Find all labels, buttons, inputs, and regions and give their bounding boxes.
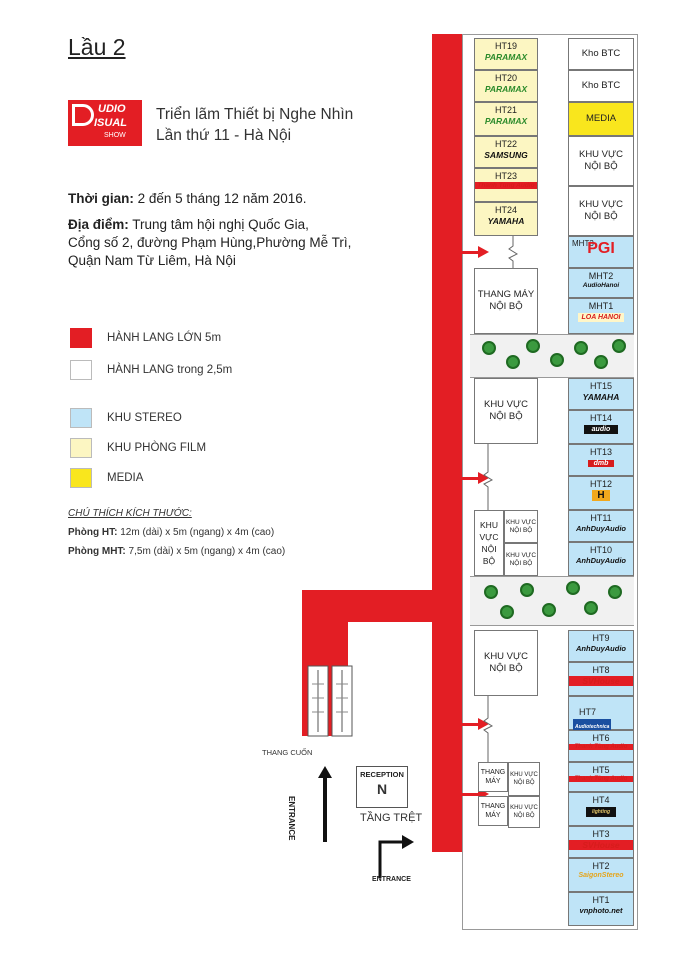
room-ht2-id: HT2: [592, 861, 610, 871]
room-ht22[interactable]: [474, 136, 538, 168]
room-ht13-brand: dmb: [588, 460, 615, 467]
room-ht8[interactable]: [568, 662, 634, 696]
tree-icon: [566, 581, 580, 595]
legend-swatch-stereo: [70, 408, 92, 428]
reception-label: RECEPTION: [360, 770, 404, 779]
entrance-label-horizontal: ENTRANCE: [372, 876, 411, 883]
room-ht9[interactable]: [568, 630, 634, 662]
room-ht15[interactable]: [568, 378, 634, 410]
garden-1: [470, 334, 634, 378]
room-ht9-id: HT9: [592, 633, 610, 643]
tree-icon: [520, 583, 534, 597]
room-ht2-brand: SaigonStereo: [578, 872, 624, 879]
room-ht1-brand: vnphoto.net: [579, 906, 623, 915]
legend-label-inner-corridor: HÀNH LANG trong 2,5m: [107, 364, 233, 376]
size-notes-title: CHÚ THÍCH KÍCH THƯỚC:: [68, 508, 192, 519]
internal-area-7-line-2: NỘI BỘ: [489, 663, 523, 674]
room-ht14-id: HT14: [589, 413, 612, 423]
internal-area-4-line-3: NỘI: [481, 544, 497, 554]
storage-btc-2: Kho BTC: [568, 70, 634, 102]
room-ht13[interactable]: [568, 444, 634, 476]
room-mht1-id: MHT1: [588, 301, 614, 311]
internal-area-7-line-1: KHU VỰC: [483, 651, 528, 662]
garden-2: [470, 576, 634, 626]
elevator-3: THANG MÁY: [478, 796, 508, 826]
event-title-line-2: Lần thứ 11 - Hà Nội: [156, 127, 292, 144]
internal-area-4-line-2: VỰC: [479, 532, 499, 542]
room-ht20-brand: PARAMAX: [484, 84, 528, 94]
room-ht6-brand: Thanh Tùng Audio: [569, 744, 633, 750]
zigzag-connector-2-icon: [480, 444, 496, 510]
venue-line-1: Trung tâm hội nghị Quốc Gia,: [128, 217, 309, 232]
room-ht24[interactable]: [474, 202, 538, 236]
room-ht6[interactable]: [568, 730, 634, 762]
escalator-icon: [306, 664, 356, 740]
room-ht8-id: HT8: [592, 665, 610, 675]
internal-area-2-line-2: NỘI BỘ: [584, 211, 618, 222]
room-mht3-id: MHT3: [572, 239, 594, 248]
room-ht19-id: HT19: [494, 41, 517, 51]
mht-size-value: 7,5m (dài) x 5m (ngang) x 4m (cao): [125, 546, 286, 557]
room-mht2-id: MHT2: [588, 271, 614, 281]
internal-area-1-line-2: NỘI BỘ: [584, 161, 618, 172]
event-title-line-1: Triển lãm Thiết bị Nghe Nhìn: [156, 106, 354, 123]
ht-size-value: 12m (dài) x 5m (ngang) x 4m (cao): [117, 527, 275, 538]
escalator-label: THANG CUỐN: [262, 748, 313, 757]
legend-label-stereo: KHU STEREO: [107, 412, 182, 424]
legend-swatch-film: [70, 438, 92, 458]
size-notes: [68, 508, 285, 557]
room-mht2-brand: AudioHanoi: [582, 282, 620, 289]
room-ht20[interactable]: [474, 70, 538, 102]
room-mht1[interactable]: [568, 298, 634, 334]
room-ht1-id: HT1: [592, 895, 610, 905]
zigzag-connector-3-icon: [480, 696, 496, 762]
tree-icon: [500, 605, 514, 619]
tree-icon: [542, 603, 556, 617]
entrance-arrow-right-icon: [376, 832, 414, 880]
internal-area-8: KHU VỰC NỘI BỘ: [508, 762, 540, 796]
time-value: 2 đến 5 tháng 12 năm 2016.: [133, 191, 307, 206]
room-ht9-brand: AnhDuyAudio: [576, 644, 626, 653]
room-ht12-brand: H: [592, 490, 609, 501]
tree-icon: [612, 339, 626, 353]
internal-area-2-line-1: KHU VỰC: [578, 199, 623, 210]
room-ht11-brand: AnhDuyAudio: [576, 524, 626, 533]
room-ht4[interactable]: [568, 792, 634, 826]
internal-area-5: KHU VỰC NỘI BỘ: [504, 510, 538, 543]
legend-swatch-inner-corridor: [70, 360, 92, 380]
room-ht21[interactable]: [474, 102, 538, 136]
internal-area-1: [568, 136, 634, 186]
storage-btc-1: Kho BTC: [568, 38, 634, 70]
zigzag-connector-1-icon: [505, 236, 521, 268]
tree-icon: [484, 585, 498, 599]
legend-swatch-main-corridor: [70, 328, 92, 348]
room-ht11[interactable]: [568, 510, 634, 542]
room-ht13-id: HT13: [589, 447, 612, 457]
room-ht22-id: HT22: [494, 139, 517, 149]
ht-size-label: Phòng HT:: [68, 527, 118, 538]
room-ht15-id: HT15: [589, 381, 612, 391]
room-ht1[interactable]: [568, 892, 634, 926]
entrance-label-vertical: ENTRANCE: [287, 796, 296, 841]
room-ht11-id: HT11: [590, 513, 612, 523]
room-ht21-brand: PARAMAX: [484, 116, 528, 126]
tree-icon: [550, 353, 564, 367]
room-ht21-id: HT21: [494, 105, 517, 115]
reception-logo-icon: N: [376, 781, 388, 797]
room-ht10[interactable]: [568, 542, 634, 576]
logo-line-3: SHOW: [104, 132, 126, 139]
room-ht3[interactable]: [568, 826, 634, 858]
room-ht19-brand: PARAMAX: [484, 52, 528, 62]
tree-icon: [584, 601, 598, 615]
room-ht7[interactable]: [568, 696, 634, 730]
internal-elevator-1-line-2: NỘI BỘ: [489, 301, 523, 312]
room-mht3-brand: PGI: [587, 240, 615, 257]
room-ht19[interactable]: [474, 38, 538, 70]
room-ht23[interactable]: [474, 168, 538, 202]
tree-icon: [526, 339, 540, 353]
room-ht14-brand: audio: [584, 425, 619, 434]
time-label: Thời gian:: [68, 191, 134, 206]
event-time: [68, 190, 306, 208]
logo-line-2: ISUAL: [94, 117, 127, 129]
room-mht3[interactable]: [568, 236, 634, 268]
room-ht22-brand: SAMSUNG: [484, 150, 528, 160]
event-venue: [68, 216, 351, 270]
room-ht20-id: HT20: [494, 73, 517, 83]
room-ht23-brand: Thanh Tùng Audio: [475, 182, 537, 189]
entrance-arrow-up-icon: [318, 766, 332, 842]
internal-area-1-line-1: KHU VỰC: [578, 149, 623, 160]
room-ht5[interactable]: [568, 762, 634, 792]
legend-label-film: KHU PHÒNG FILM: [107, 442, 207, 454]
room-ht12[interactable]: [568, 476, 634, 510]
ground-floor-label: TẦNG TRỆT: [360, 812, 423, 824]
logo-line-1: UDIO: [98, 103, 126, 115]
internal-area-9: KHU VỰC NỘI BỘ: [508, 796, 540, 828]
internal-area-3-line-1: KHU VỰC: [483, 399, 528, 410]
room-ht6-id: HT6: [592, 733, 610, 743]
legend-swatch-media: [70, 468, 92, 488]
room-ht4-id: HT4: [592, 795, 610, 805]
elevator-2: THANG MÁY: [478, 762, 508, 792]
logo-mark-icon: [72, 104, 94, 126]
internal-area-7: [474, 630, 538, 696]
tree-icon: [506, 355, 520, 369]
room-ht24-id: HT24: [494, 205, 517, 215]
room-mht1-brand: LOA HANOI: [578, 313, 623, 322]
room-ht3-id: HT3: [592, 829, 610, 839]
internal-area-3-line-2: NỘI BỘ: [489, 411, 523, 422]
tree-icon: [608, 585, 622, 599]
room-ht7-id: HT7: [579, 707, 597, 717]
legend-label-main-corridor: HÀNH LANG LỚN 5m: [107, 332, 222, 344]
event-title: [156, 104, 353, 146]
legend-label-media: MEDIA: [107, 472, 144, 484]
internal-area-2: [568, 186, 634, 236]
room-ht4-brand: lighting: [586, 807, 616, 817]
room-ht5-id: HT5: [592, 765, 610, 775]
room-ht14[interactable]: [568, 410, 634, 444]
internal-area-4: [474, 510, 504, 576]
room-mht2[interactable]: [568, 268, 634, 298]
venue-line-3: Quận Nam Từ Liêm, Hà Nội: [68, 253, 236, 268]
internal-area-4-line-1: KHU: [480, 520, 498, 530]
floor-title: Lầu 2: [68, 34, 126, 60]
room-ht3-brand: SVHouse: [569, 840, 633, 850]
room-ht8-brand: SVHouse: [569, 676, 633, 686]
room-ht23-id: HT23: [494, 171, 517, 181]
room-ht2[interactable]: [568, 858, 634, 892]
mht-size-label: Phòng MHT:: [68, 546, 126, 557]
internal-area-3: [474, 378, 538, 444]
room-ht24-brand: YAMAHA: [487, 216, 525, 226]
reception-box[interactable]: [356, 766, 408, 808]
room-ht15-brand: YAMAHA: [582, 392, 620, 402]
room-ht12-id: HT12: [589, 479, 612, 489]
internal-elevator-1-line-1: THANG MÁY: [477, 289, 535, 300]
room-ht5-brand: Thanh Tùng Audio: [569, 776, 633, 782]
audio-visual-show-logo: [68, 100, 142, 146]
venue-label: Địa điểm:: [68, 217, 129, 232]
tree-icon: [594, 355, 608, 369]
internal-area-6: KHU VỰC NỘI BỘ: [504, 543, 538, 576]
room-ht7-brand: Audiotechnica: [573, 719, 611, 735]
tree-icon: [482, 341, 496, 355]
venue-line-2: Cổng số 2, đường Phạm Hùng,Phường Mễ Trì,: [68, 235, 352, 250]
room-ht10-brand: AnhDuyAudio: [576, 556, 626, 565]
room-ht10-id: HT10: [589, 545, 612, 555]
internal-area-4-line-4: BỘ: [482, 556, 496, 566]
main-corridor: [432, 34, 462, 852]
internal-elevator-1: [474, 268, 538, 334]
corridor-arrow-1-icon: [478, 246, 489, 258]
media-room[interactable]: MEDIA: [568, 102, 634, 136]
tree-icon: [574, 341, 588, 355]
